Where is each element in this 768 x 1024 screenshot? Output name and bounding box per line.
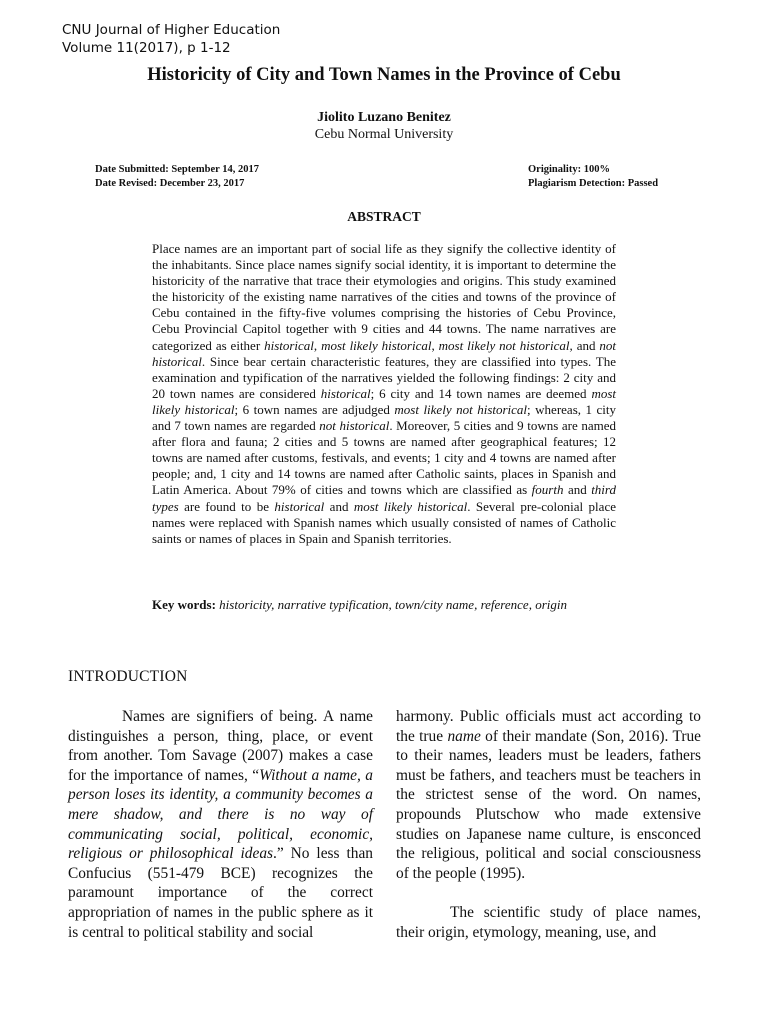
keywords: [152, 597, 616, 613]
abstract-heading: ABSTRACT: [347, 209, 421, 224]
date-submitted: Date Submitted: September 14, 2017: [95, 164, 260, 175]
intro-paragraph-1-continued: harmony. Public officials must act according to the true name of their mandate (Son, 2016). True to their names, leaders must be leaders, fathers must be fathers, and teachers must be teachers in the strictest sense of the word. On names, propounds Plutschow who made extensive studies on Japanese name culture, is ensconced the religious, political and social consciousness of the people (1995).: [396, 708, 701, 882]
introduction-heading: INTRODUCTION: [68, 668, 188, 685]
body-column-right: [396, 707, 701, 942]
journal-name: CNU Journal of Higher Education: [62, 22, 281, 38]
journal-volume: Volume 11(2017), p 1-12: [62, 40, 231, 56]
submission-dates: [95, 163, 259, 191]
keywords-list: historicity, narrative typification, town/city name, reference, origin: [219, 597, 567, 612]
journal-header: [62, 21, 280, 57]
body-column-left: [68, 707, 373, 942]
date-revised: Date Revised: December 23, 2017: [95, 178, 245, 189]
intro-paragraph-1: Names are signifiers of being. A name distinguishes a person, thing, place, or event from another. Tom Savage (2007) makes a case for the importance of names, “Without a name, a person loses its identity, a community becomes a mere shadow, and there is no way of communicating social, political, economic, religious or philosophical ideas.” No less than Confucius (551-479 BCE) recognizes the paramount importance of the correct appropriation of names in the public sphere as it is central to political stability and social: [68, 708, 373, 941]
abstract-body: Place names are an important part of social life as they signify the collective identity of the inhabitants. Since place names signify social identity, it is important to determine the historicity of the narrative that trace their etymologies and origins. This study examined the historicity of the existing name narratives of the cities and towns of the province of Cebu contained in the fifty-five volumes comprising the histories of Cebu Province, Cebu Provincial Capitol together with 9 cities and 44 towns. The name narratives are categorized as either historical, most likely historical, most likely not historical, and not historical. Since bear certain characteristic features, they are classified into types. The examination and typification of the narratives yielded the following findings: 2 city and 20 town names are considered historical; 6 city and 14 town names are deemed most likely historical; 6 town names are adjudged most likely not historical; whereas, 1 city and 7 town names are regarded not historical. Moreover, 5 cities and 9 towns are named after flora and fauna; 2 cities and 5 towns are named after geographical features; 12 towns are named after customs, festivals, and events; 1 city and 4 towns are named after people; and, 1 city and 14 towns are named after Catholic saints, places in Spanish and Latin America. About 79% of cities and towns which are classified as fourth and third types are found to be historical and most likely historical. Several pre-colonial place names were replaced with Spanish names which usually consisted of names of Catholic saints or names of places in Spain and Spanish territories.: [152, 241, 617, 546]
author-affiliation: Cebu Normal University: [314, 127, 454, 142]
paper-title: Historicity of City and Town Names in the Province of Cebu: [147, 65, 621, 85]
originality: Originality: 100%: [528, 164, 610, 175]
intro-paragraph-2: The scientific study of place names, their origin, etymology, meaning, use, and: [396, 903, 701, 941]
plagiarism-detection: Plagiarism Detection: Passed: [528, 178, 659, 189]
originality-info: [528, 163, 658, 191]
author-name: Jiolito Luzano Benitez: [317, 110, 451, 125]
keywords-label: Key words:: [152, 597, 216, 612]
